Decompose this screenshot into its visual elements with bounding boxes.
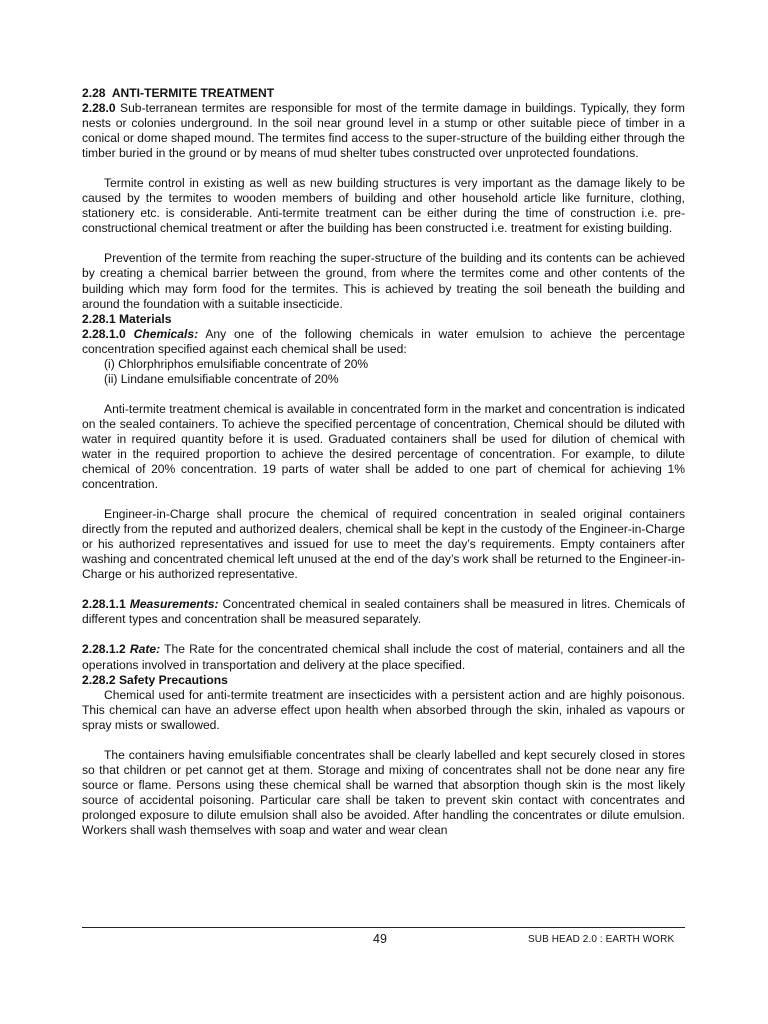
materials-heading: 2.28.1 Materials [82, 311, 172, 326]
intro-paragraph [82, 101, 685, 161]
dilution-paragraph: Anti-termite treatment chemical is available in concentrated form in the market and concentration is indicated on the sealed containers. To achieve the specified percentage of concentration, Chemical should be diluted with water in required quantity before it is used. Graduated containers shall be used for dilution of chemical with water in the required proportion to achieve the desired percentage of concentration. For example, to dilute chemical of 20% concentration. 19 parts of water shall be added to one part of chemical for achieving 1% concentration. [82, 401, 685, 492]
list-item: (ii) Lindane emulsifiable concentrate of 20% [104, 371, 339, 386]
procure-paragraph: Engineer-in-Charge shall procure the chemical of required concentration in sealed original containers directly from the reputed and authorized dealers, chemical shall be kept in the custody of the Engineer-in-Charge or his authorized representatives and issued for use to meet the day’s requirements. Empty containers after washing and concentrated chemical left unused at the end of the day’s work shall be returned to the Engineer-in-Charge or his authorized representative. [82, 507, 686, 582]
rate-label: Rate: [129, 642, 161, 657]
chemicals-label: Chemicals: [133, 326, 199, 341]
rate-number: 2.28.1.2 [82, 642, 126, 657]
footer-divider [82, 927, 685, 928]
page-number: 49 [373, 932, 387, 946]
safety-paragraph-1: Chemical used for anti-termite treatment are insecticides with a persistent action and are highly poisonous. This chemical can have an adverse effect upon health when absorbed through the skin, inhaled as vapours or spray mists or swallowed. [82, 687, 685, 732]
measurements-label: Measurements: [129, 597, 219, 612]
prevention-paragraph: Prevention of the termite from reaching the super-structure of the building and its contents can be achieved by creating a chemical barrier between the ground, from where the termites come and other contents of the building which may form food for the termites. This is achieved by treating the soil beneath the building and around the foundation with a suitable insecticide. [82, 251, 685, 311]
measurements-text: Concentrated chemical in sealed containers shall be measured in litres. Chemicals of different types and concentration shall be measured separately. [82, 597, 685, 627]
chemicals-list [82, 357, 685, 387]
chemicals-paragraph [82, 327, 685, 357]
measurements-number: 2.28.1.1 [82, 597, 126, 612]
rate-paragraph [82, 642, 685, 672]
intro-text: Sub-terranean termites are responsible for most of the termite damage in buildings. Typically, they form nests or colonies underground. In the soil near ground level in a stump or other suitable piece of timber in a conical or dome shaped mound. The termites find access to the super-structure of the building either through the timber buried in the ground or by means of mud shelter tubes constructed over unprotected foundations. [82, 101, 685, 161]
section-title-text: ANTI-TERMITE TREATMENT [111, 86, 275, 100]
intro-number: 2.28.0 [82, 101, 116, 116]
safety-heading: 2.28.2 Safety Precautions [82, 672, 228, 687]
document-page [82, 86, 685, 838]
chemicals-text: Any one of the following chemicals in water emulsion to achieve the percentage concentration specified against each chemical shall be used: [82, 326, 685, 356]
control-paragraph: Termite control in existing as well as new building structures is very important as the damage likely to be caused by the termites to wooden members of building and other household article like furniture, clothing, stationery etc. is considerable. Anti-termite treatment can be either during the time of construction i.e. pre-constructional chemical treatment or after the building has been constructed i.e. treatment for existing building. [82, 176, 685, 236]
section-title [82, 86, 685, 101]
rate-text: The Rate for the concentrated chemical shall include the cost of material, containers and all the operations involved in transportation and delivery at the place specified. [82, 642, 685, 672]
section-number: 2.28 [82, 86, 106, 100]
running-footer: SUB HEAD 2.0 : EARTH WORK [528, 934, 675, 945]
chemicals-number: 2.28.1.0 [82, 326, 126, 341]
list-item: (i) Chlorphriphos emulsifiable concentrate of 20% [104, 356, 369, 371]
safety-paragraph-2: The containers having emulsifiable concentrates shall be clearly labelled and kept securely closed in stores so that children or pet cannot get at them. Storage and mixing of concentrates shall not be done near any fire source or flame. Persons using these chemical shall be warned that absorption though skin is the most likely source of accidental poisoning. Particular care shall be taken to prevent skin contact with concentrates and prolonged exposure to dilute emulsion shall also be avoided. After handling the concentrates or dilute emulsion. Workers shall wash themselves with soap and water and wear clean [82, 747, 685, 837]
measurements-paragraph [82, 597, 685, 627]
